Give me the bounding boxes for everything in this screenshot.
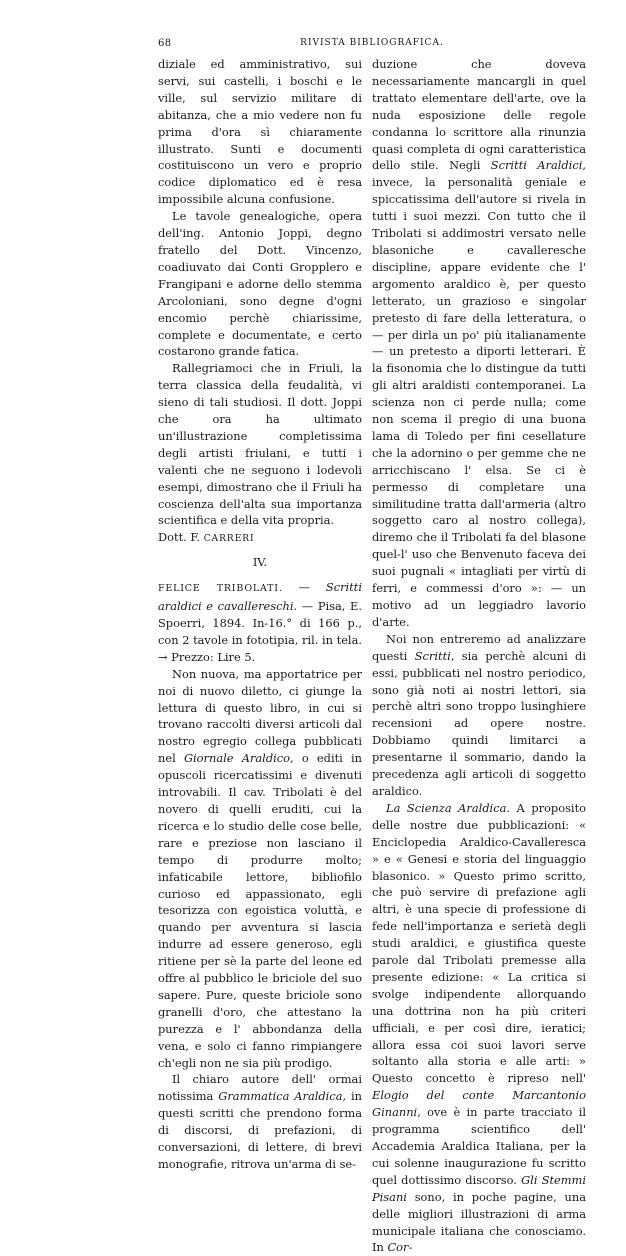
entry-author: FELICE TRIBOLATI. [158, 583, 283, 595]
paragraph-seduzione: duzione che doveva necessariamente mancargli in quel trattato elementare dell'arte, ove la nuda esposizione delle regole condanna lo scrittore alla rinunzia quasi completa di ogni caratteristica dello stile. Negli Scritti Araldici, invece, la personalità geniale e spiccatissima dell'autore si rivela in tutti i suoi mezzi. Con tutto che il Tribolati si addimostri versato nelle blasoniche e cavalleresche discipline, appare evidente che l' argomento araldico è, per questo letterato, un grazioso e singolar pretesto di fare della letteratura, o — per dirla un po' più italianamente — un pretesto a diporti letterari. È la fisonomia che lo distingue da tutti gli altri araldisti contemporanei. La scienza non ci perde nulla; come non scema il pregio di una buona lama di Toledo per fini cesellature che la adornino o per gemme che ne arricchiscano l' elsa. Se ci è permesso di completare una similitudine tratta dall'armeria (altro soggetto caro al nostro collega), diremo che il Tribolati fa del blasone quel-l' uso che Benvenuto faceva dei suoi pugnali « intagliati per virtù di ferri, e commessi d'oro »: — un motivo ad un leggiadro lavorio d'arte. [372, 57, 586, 629]
review-signature [158, 529, 362, 548]
page-number: 68 [158, 38, 172, 49]
paragraph-friuli: Rallegriamoci che in Friuli, la terra classica della feudalità, vi sieno di tali studiosi. Il dott. Joppi che ora ha ultimato un'illustrazione completissima degli artisti friulani, e tutti i valenti che ne seguono i lodevoli esempi, dimostrano che il Friuli ha coscienza dell'alta sua importanza scientifica e della vita propria. [158, 361, 362, 528]
entry-details: — Pisa, E. Spoerri, 1894. In-16.° di 166 p., con 2 tavole in fototipia, ril. in tela. → Prezzo: Lire 5. [158, 599, 362, 664]
paragraph-analysis: Noi non entreremo ad analizzare questi Scritti, sia perchè alcuni di essi, pubblicati nel nostro periodico, sono già noti ai nostri lettori, sia perchè altri sono troppo lusinghiere recensioni ad opere nostre. Dobbiamo quindi limitarci a presentarne il sommario, dando la precedenza agli articoli di soggetto araldico. [372, 631, 586, 798]
bibliographic-entry: FELICE TRIBOLATI. — Scritti araldici e cavallereschi. — Pisa, E. Spoerri, 1894. In-16.° di 166 p., con 2 tavole in fototipia, ril. in tela. → Prezzo: Lire 5. [158, 580, 362, 664]
paragraph-scienza-araldica: La Scienza Araldica. A proposito delle nostre due pubblicazioni: « Enciclopedia Araldico-Cavalleresca » e « Genesi e storia del linguaggio blasonico. » Questo primo scritto, che può servire di prefazione agli altri, è una specie di professione di fede nell'importanza e serietà degli studi araldici, e giustifica queste parole dal Tribolati premesse alla presente edizione: « La critica si svolge indipendente allorquando una dottrina non ha più criteri ufficiali, e per così dire, ieratici; allora essa coi suoi lavori serve soltanto alla storia e alle arti: » Questo concetto è ripreso nell' Elogio del conte Marcantonio Ginanni, ove è in parte tracciato il programma scientifico dell' Accademia Araldica Italiana, per la cui solenne inaugurazione fu scritto quel dottissimo discorso. Gli Stemmi Pisani sono, in poche pagine, una delle migliori illustrazioni di arma municipale italiana che conosciamo. In Cor- [372, 800, 587, 1255]
entry-title: Scritti araldici e cavallereschi. [158, 580, 362, 614]
section-number: IV. [252, 555, 268, 570]
signature-name: CARRERI [203, 534, 255, 545]
paragraph-grammatica: Il chiaro autore dell' ormai notissima Grammatica Araldica, in questi scritti che prendono forma di discorsi, di prefazioni, di conversazioni, di lettere, di brevi monografie, ritrova un'arma di se- [158, 1072, 362, 1171]
page-header [158, 38, 586, 54]
paragraph-continuation: diziale ed amministrativo, sui servi, sui castelli, i boschi e le ville, sul servizio militare di abitanza, che a mio vedere non fu prima d'ora sì chiaramente illustrato. Sunti e documenti costituiscono un vero e proprio codice diplomatico ed è resa impossibile alcuna confusione. [158, 57, 362, 207]
right-column [372, 56, 586, 1256]
left-column [158, 56, 362, 1173]
paragraph-genealogical-tables: Le tavole genealogiche, opera dell'ing. Antonio Joppi, degno fratello del Dott. Vincenzo, coadiuvato dai Conti Gropplero e Frangipani e adorne dello stemma Arcoloniani, sono degne d'ogni encomio perchè chiarissime, complete e documentate, e certo costarono grande fatica. [158, 209, 362, 359]
signature-title: Dott. F. [158, 530, 201, 545]
paragraph-review-intro: Non nuova, ma apportatrice per noi di nuovo diletto, ci giunge la lettura di questo libro, in cui si trovano raccolti diversi articoli dal nostro egregio collega pubblicati nel Giornale Araldico, o editi in opuscoli ricercatissimi e divenuti introvabili. Il cav. Tribolati è del novero di quelli eruditi, cui la ricerca e lo studio delle cose belle, rare e preziose non lasciano il tempo di produrre molto; infaticabile lettore, bibliofilo curioso ed appassionato, egli tesorizza con egoistica voluttà, e quando per avventura si lascia indurre ad essere generoso, egli ritiene per sè la parte del leone ed offre al pubblico le briciole del suo sapere. Pure, queste briciole sono granelli d'oro, che attestano la purezza e l' abbondanza della vena, e solo ci fanno rimpiangere ch'egli non ne sia più prodigo. [158, 666, 362, 1070]
running-title: RIVISTA BIBLIOGRAFICA. [300, 38, 444, 48]
